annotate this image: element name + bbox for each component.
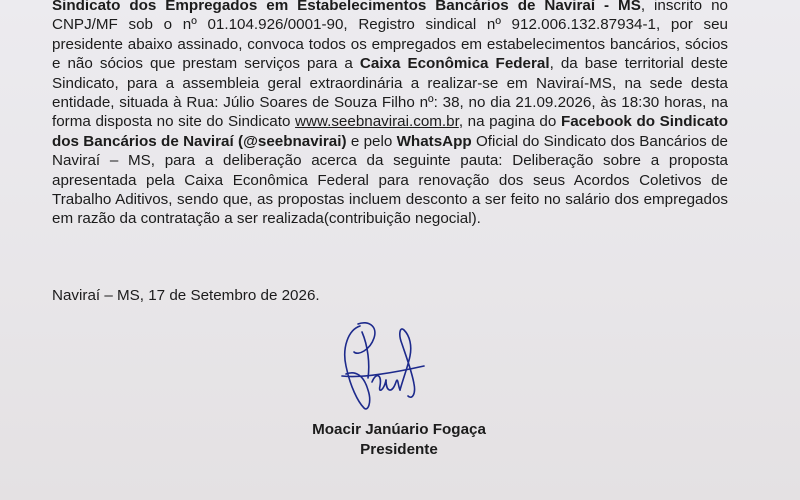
signer-block [298, 420, 500, 460]
signer-title: Presidente [360, 441, 438, 458]
paragraph-text-5: Oficial do Sindicato dos Bancários de Naviraí – MS, para a deliberação acerca da seguinte pauta: Deliberação sobre a proposta apresentada pela Caixa Econômica Federal para renovação dos seus Acordos Coletivos de Trabalho Aditivos, sendo que, as propostas incluem desconto a ser feito no salário dos empregados em razão da contratação a ser realizada(contribuição negocial). [52, 132, 728, 228]
place-and-date: Naviraí – MS, 17 de Setembro de 2026. [52, 287, 320, 304]
paragraph-text-2: , da base territorial deste Sindicato, para a assembleia geral extraordinária a realizar-se em Naviraí-MS, na sede desta entidade, situada à Rua: Júlio Soares de Souza Filho nº: 38, no dia 21.09.2026, às 18:30 horas, na forma disposta no site do Sindicato [52, 55, 728, 131]
facebook-reference: Facebook do Sindicato dos Bancários de Naviraí (@seebnavirai) [52, 113, 728, 150]
website-link[interactable]: www.seebnavirai.com.br [295, 113, 459, 131]
paragraph-text-4: e pelo [346, 132, 397, 150]
union-name: Sindicato dos Empregados em Estabelecimentos Bancários de Naviraí - MS [52, 0, 641, 14]
whatsapp-reference: WhatsApp [396, 132, 472, 150]
convocation-paragraph [52, 0, 728, 229]
signer-name: Moacir Janúario Fogaça [312, 421, 486, 438]
paragraph-text-1: , inscrito no CNPJ/MF sob o nº 01.104.926/0001-90, Registro sindical nº 912.006.132.87934-1, por seu presidente abaixo assinado, convoca todos os empregados em estabelecimentos bancários, sócios e não sócios que prestam serviços para a [52, 0, 728, 73]
paragraph-text-3: , na pagina do [458, 113, 561, 131]
bank-name: Caixa Econômica Federal [359, 55, 550, 73]
signature-icon [328, 316, 448, 416]
